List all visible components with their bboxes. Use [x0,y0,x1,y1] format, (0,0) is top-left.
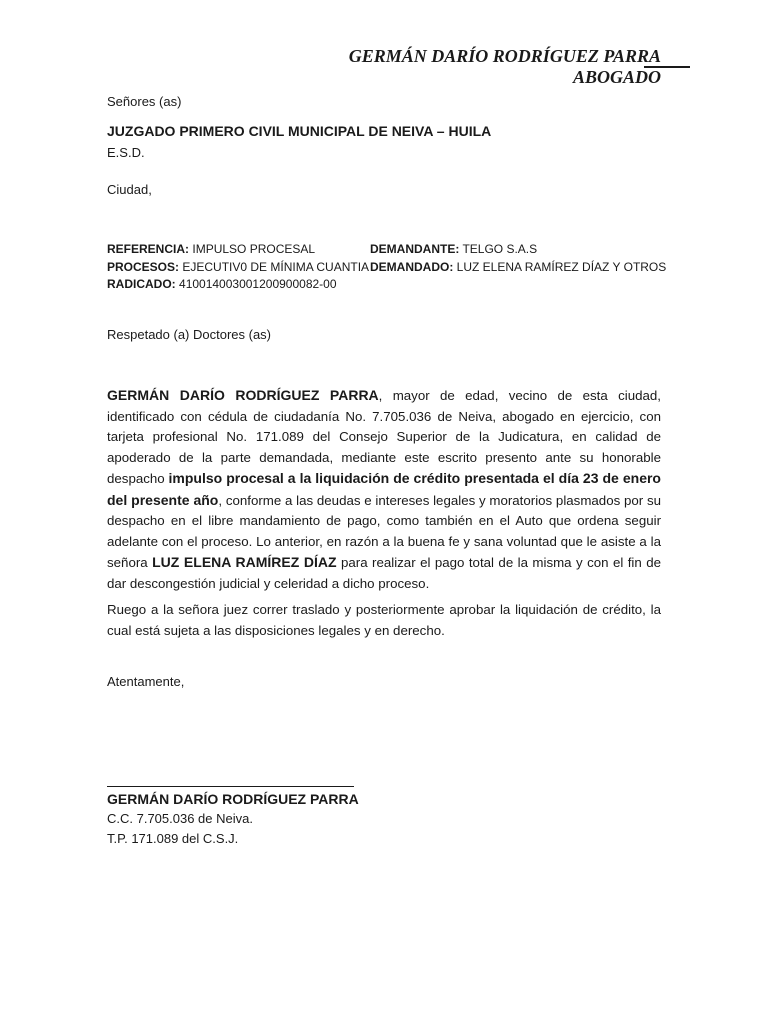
city-line: Ciudad, [107,182,152,197]
signature-line [107,786,354,787]
signature-cc: C.C. 7.705.036 de Neiva. [107,811,253,826]
referencia-field [107,241,370,259]
radicado-field [107,276,370,294]
procesos-value: EJECUTIV0 DE MÍNIMA CUANTIA [182,259,370,274]
demandado-value: LUZ ELENA RAMÍREZ DÍAZ Y OTROS [456,259,667,274]
request-emphasis: impulso procesal a la liquidación de crédito presentada el día 23 de enero del presente año [107,470,661,508]
addressee: JUZGADO PRIMERO CIVIL MUNICIPAL DE NEIVA – HUILA [107,123,492,139]
body-text: , conforme a las deudas e intereses legales y moratorios plasmados por su despacho en el libre mandamiento de pago, como también en el Auto que ordena seguir adelante con el proceso. Lo anterior, en razón a la buena fe y sana voluntad que le asiste a la señora [107,492,661,570]
letterhead-role: ABOGADO [572,67,661,87]
procesos-field [107,259,370,277]
petitioner-name: GERMÁN DARÍO RODRÍGUEZ PARRA [107,387,379,403]
reference-row [107,259,666,277]
closing: Atentamente, [107,674,185,689]
signature-tp: T.P. 171.089 del C.S.J. [107,831,239,846]
body-text: , mayor de edad, vecino de esta ciudad, identificado con cédula de ciudadanía No. 7.705.036 de Neiva, abogado en ejercicio, con tarjeta profesional No. 171.089 del Consejo Superior de la Judicatura, en calidad de apoderado de la parte demandada, mediante este escrito presento ante su honorable despacho [107,388,661,486]
procesos-label: PROCESOS: [107,259,180,274]
demandado-field [370,259,666,277]
signature-name: GERMÁN DARÍO RODRÍGUEZ PARRA [107,791,359,807]
letterhead-name: GERMÁN DARÍO RODRÍGUEZ PARRA [348,46,661,66]
greeting: Respetado (a) Doctores (as) [107,327,272,342]
demandante-value: TELGO S.A.S [462,242,538,256]
body-paragraph-2: Ruego a la señora juez correr traslado y posteriormente aprobar la liquidación de crédito, la cual está sujeta a las disposiciones legales y en derecho. [107,602,661,638]
demandante-field [370,241,537,259]
reference-row [107,241,666,259]
demandante-label: DEMANDANTE: [370,242,460,256]
reference-row [107,276,666,294]
referencia-label: REFERENCIA: [107,242,190,256]
reference-block [107,241,666,294]
demandado-label: DEMANDADO: [370,259,454,274]
radicado-value: 41001400300120090008​2-00 [179,277,337,291]
body-text: para realizar el pago total de la misma y con el fin de dar descongestión judicial y celeridad a dicho proceso. [107,555,661,591]
salutation: Señores (as) [107,94,182,109]
body-paragraph-1 [107,385,661,594]
radicado-label: RADICADO: [107,277,176,291]
referencia-value: IMPULSO PROCESAL [192,242,316,256]
debtor-name: LUZ ELENA RAMÍREZ DÍAZ [152,554,337,570]
esd-line: E.S.D. [107,145,145,160]
